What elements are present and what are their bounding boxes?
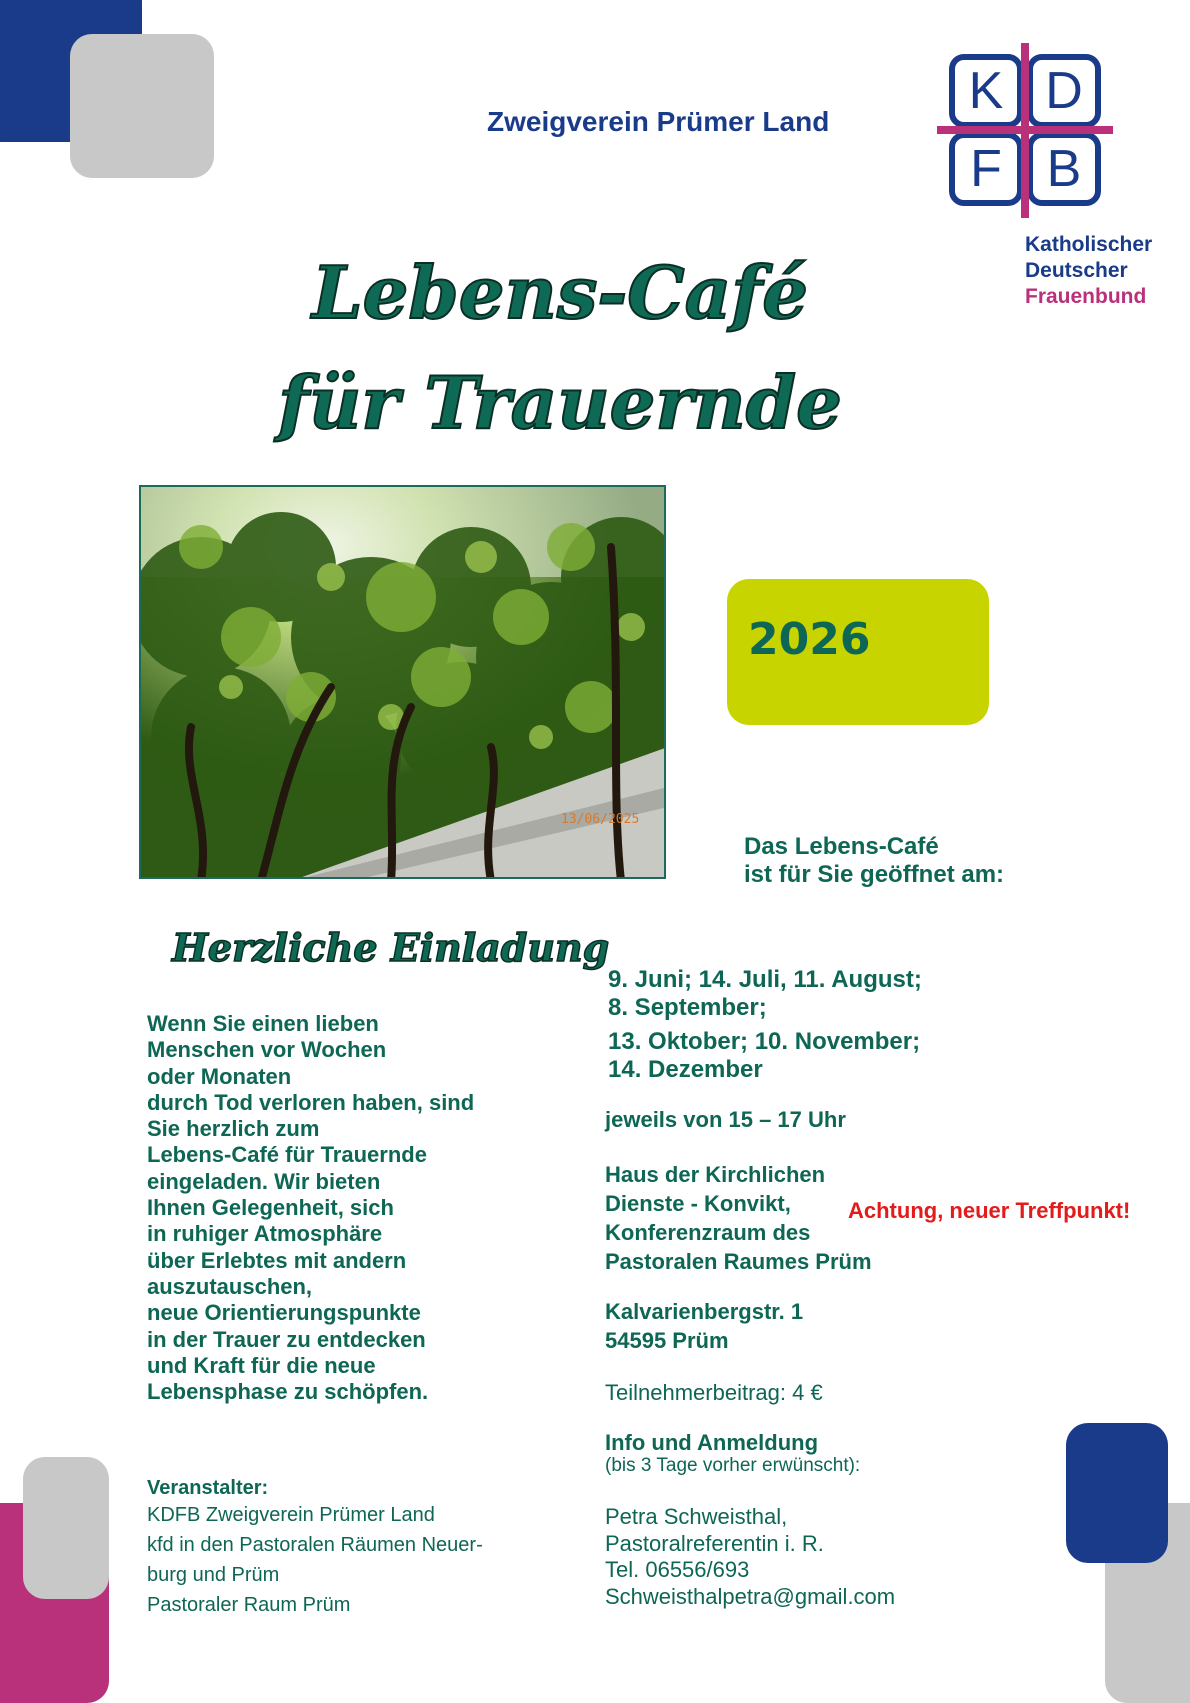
invitation-line: Ihnen Gelegenheit, sich — [147, 1195, 394, 1221]
invitation-line: eingeladen. Wir bieten — [147, 1168, 381, 1194]
corner-square-navy-bottomright — [1066, 1423, 1168, 1563]
verein-name: Zweigverein Prümer Land — [487, 106, 830, 137]
location-line: Haus der Kirchlichen — [605, 1162, 826, 1187]
address — [605, 1297, 803, 1355]
logo-line-frauenbund: Frauenbund — [1025, 285, 1147, 308]
fee-text: Teilnehmerbeitrag: 4 € — [605, 1380, 823, 1405]
title-line-2: für Trauernde — [278, 360, 842, 445]
title-line-1: Lebens-Café — [311, 250, 809, 335]
contact-block — [605, 1504, 895, 1610]
new-location-notice: Achtung, neuer Treffpunkt! — [848, 1198, 1131, 1223]
dates-line-2: 8. September; — [608, 994, 767, 1021]
location-text — [605, 1160, 872, 1276]
invitation-line: Menschen vor Wochen — [147, 1037, 387, 1063]
invitation-line: Wenn Sie einen lieben — [147, 1011, 379, 1036]
organizer-list — [147, 1500, 483, 1620]
invitation-line: neue Orientierungspunkte — [147, 1300, 421, 1326]
invitation-text — [147, 1011, 587, 1405]
contact-name: Petra Schweisthal, — [605, 1504, 788, 1529]
tree-photo-image — [141, 487, 666, 879]
organizer-line: burg und Prüm — [147, 1564, 280, 1586]
location-line: Konferenzraum des — [605, 1220, 811, 1245]
organizer-line: Pastoraler Raum Prüm — [147, 1594, 351, 1616]
organizer-line: KDFB Zweigverein Prümer Land — [147, 1504, 435, 1526]
invitation-line: Sie herzlich zum — [147, 1116, 320, 1142]
location-line: Pastoralen Raumes Prüm — [605, 1249, 872, 1274]
kdfb-logo — [930, 38, 1120, 218]
invitation-line: und Kraft für die neue — [147, 1352, 376, 1378]
photo-date-stamp: 13/06/2025 — [561, 812, 640, 827]
contact-phone: Tel. 06556/693 — [605, 1557, 750, 1582]
info-heading: Info und Anmeldung — [605, 1430, 819, 1455]
dates-line-1: 9. Juni; 14. Juli, 11. August; — [608, 966, 922, 993]
tree-photo — [139, 485, 666, 879]
dates-line-4: 14. Dezember — [608, 1056, 763, 1083]
kdfb-logo-mark — [930, 38, 1120, 218]
invitation-line: oder Monaten — [147, 1063, 292, 1089]
invitation-line: Lebensphase zu schöpfen. — [147, 1379, 429, 1405]
invitation-line: auszutauschen, — [147, 1273, 313, 1299]
time-text: jeweils von 15 – 17 Uhr — [605, 1107, 846, 1132]
invitation-line: über Erlebtes mit andern — [147, 1247, 407, 1273]
address-street: Kalvarienbergstr. 1 — [605, 1299, 804, 1324]
dates-list — [608, 966, 922, 1084]
invitation-line: Lebens-Café für Trauernde — [147, 1142, 427, 1168]
logo-line-katholischer: Katholischer — [1025, 233, 1153, 256]
logo-letter-f: F — [970, 140, 1002, 198]
logo-letter-k: K — [968, 62, 1004, 120]
invitation-line: in der Trauer zu entdecken — [147, 1326, 426, 1352]
logo-letter-d: D — [1045, 62, 1083, 120]
opening-line-2: ist für Sie geöffnet am: — [744, 861, 1005, 888]
invitation-line: durch Tod verloren haben, sind — [147, 1089, 475, 1115]
invitation-heading: Herzliche Einladung — [172, 925, 610, 970]
opening-line-1: Das Lebens-Café — [744, 833, 939, 860]
organizer-line: kfd in den Pastoralen Räumen Neuer- — [147, 1534, 483, 1556]
corner-square-grey-topleft — [70, 34, 214, 178]
corner-square-grey-bottomleft — [23, 1457, 109, 1599]
logo-letter-b: B — [1046, 140, 1082, 198]
opening-text — [744, 833, 1004, 889]
dates-line-3: 13. Oktober; 10. November; — [608, 1028, 921, 1055]
logo-line-deutscher: Deutscher — [1025, 259, 1128, 282]
contact-email[interactable]: Schweisthalpetra@gmail.com — [605, 1583, 896, 1609]
contact-role: Pastoralreferentin i. R. — [605, 1530, 824, 1556]
info-note: (bis 3 Tage vorher erwünscht): — [605, 1455, 861, 1476]
location-line: Dienste - Konvikt, — [605, 1191, 791, 1216]
address-city: 54595 Prüm — [605, 1328, 729, 1353]
year-label: 2026 — [748, 614, 871, 665]
organizer-label: Veranstalter: — [147, 1477, 269, 1499]
invitation-line: in ruhiger Atmosphäre — [147, 1221, 383, 1247]
